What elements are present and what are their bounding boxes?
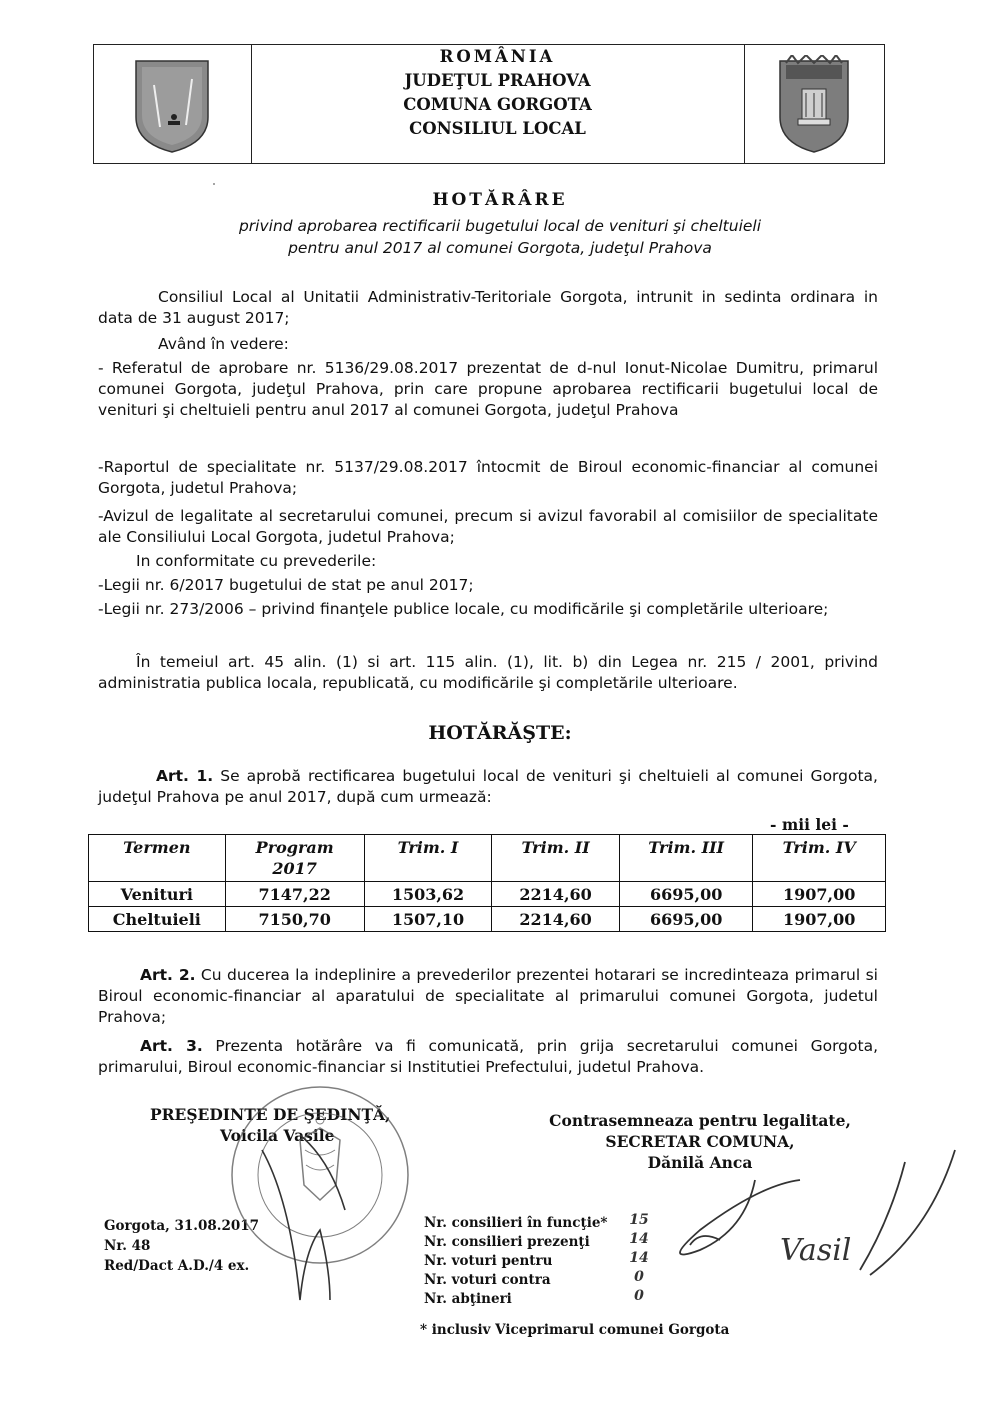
subtitle-line-2: pentru anul 2017 al comunei Gorgota, judeţul Prahova (288, 239, 712, 257)
document-title: HOTĂRÂRE (432, 190, 568, 210)
table-cell: 2214,60 (492, 882, 620, 907)
secretary-signature-block (500, 1110, 900, 1173)
president-title: PREŞEDINTE DE ŞEDINŢĂ, (150, 1105, 391, 1124)
secretary-name: Dănilă Anca (647, 1153, 753, 1172)
header-council: CONSILIUL LOCAL (409, 119, 586, 138)
header-text (251, 45, 744, 141)
aviz-item: -Avizul de legalitate al secretarului comunei, precum si avizul favorabil al comisiilor de specialitate ale Consiliului Local Gorgota, judetul Prahova; (98, 507, 878, 546)
intro-paragraph: Consiliul Local al Unitatii Administrativ-Teritoriale Gorgota, intrunit in sedinta ordinara in data de 31 august 2017; (98, 288, 878, 327)
vote-value: 0 (634, 1288, 644, 1304)
commune-coat-of-arms-icon (776, 55, 852, 155)
president-signature-scribble (262, 1135, 345, 1300)
document-footer (104, 1216, 259, 1276)
temei-paragraph: În temeiul art. 45 alin. (1) si art. 115 alin. (1), lit. b) din Legea nr. 215 / 2001, privind administratia publica locala, republicată, cu modificările şi completările ulterioare. (98, 653, 878, 692)
vote-summary (424, 1212, 649, 1309)
column-header: Trim. III (619, 835, 753, 882)
lege-6-2017: -Legii nr. 6/2017 bugetului de stat pe anul 2017; (98, 576, 474, 594)
vote-value: 14 (629, 1231, 649, 1247)
header-county: JUDEŢUL PRAHOVA (404, 71, 591, 90)
table-row (89, 907, 886, 932)
article-2-label: Art. 2. (140, 966, 196, 984)
table-cell: Cheltuieli (89, 907, 226, 932)
article-3-label: Art. 3. (140, 1037, 203, 1055)
raport-item: -Raportul de specialitate nr. 5137/29.08.2017 întocmit de Biroul economic-financiar al comunei Gorgota, judetul Prahova; (98, 458, 878, 497)
column-header: Trim. II (492, 835, 620, 882)
column-header: Trim. I (364, 835, 492, 882)
secretary-role: SECRETAR COMUNA, (605, 1132, 795, 1151)
avand-in-vedere: Având în vedere: (158, 335, 289, 353)
document-header (93, 44, 885, 164)
lege-273-2006: -Legii nr. 273/2006 – privind finanţele publice locale, cu modificările şi completările ulterioare; (98, 600, 829, 618)
conformitate-line: In conformitate cu prevederile: (136, 552, 377, 570)
decision-heading: HOTĂRĂŞTE: (428, 722, 572, 744)
table-cell: 6695,00 (619, 882, 753, 907)
vote-row: Nr. voturi contra 0 (424, 1271, 607, 1290)
vote-value: 0 (634, 1269, 644, 1285)
column-header: Trim. IV (753, 835, 886, 882)
vote-row: Nr. abţineri 0 (424, 1290, 607, 1309)
referat-item: - Referatul de aprobare nr. 5136/29.08.2017 prezentat de d-nul Ionut-Nicolae Dumitru, primarul comunei Gorgota, judeţul Prahova, prin care propune aprobarea rectificarii bugetului local de venituri şi cheltuieli pentru anul 2017 al comunei Gorgota, judeţul Prahova (98, 359, 878, 419)
article-2-text: Cu ducerea la indeplinire a prevederilor prezentei hotarari se incredinteaza primarul si Biroul economic-financiar al aparatului de specialitate al primarului comunei Gorgota, judetul Prahova; (98, 966, 878, 1026)
handwritten-name: Vasil (780, 1233, 852, 1268)
article-3 (98, 1036, 878, 1078)
vote-value: 15 (629, 1212, 649, 1228)
subtitle-line-1: privind aprobarea rectificarii bugetului local de venituri şi cheltuieli (238, 217, 762, 235)
redactare-info: Red/Dact A.D./4 ex. (104, 1258, 250, 1274)
table-cell: 7150,70 (225, 907, 364, 932)
unit-label: - mii lei - (770, 815, 849, 834)
article-2 (98, 965, 878, 1028)
table-cell: Venituri (89, 882, 226, 907)
vote-value: 14 (629, 1250, 649, 1266)
table-cell: 2214,60 (492, 907, 620, 932)
county-coat-of-arms-icon (132, 55, 212, 155)
table-header-row (89, 835, 886, 882)
table-cell: 1907,00 (753, 907, 886, 932)
article-1 (98, 766, 878, 808)
footnote: * inclusiv Viceprimarul comunei Gorgota (420, 1322, 730, 1338)
table-cell: 1503,62 (364, 882, 492, 907)
secretary-title: Contrasemneaza pentru legalitate, (549, 1111, 851, 1130)
column-header: Termen (89, 835, 226, 882)
table-cell: 1507,10 (364, 907, 492, 932)
president-signature-block (150, 1104, 390, 1146)
decision-number: Nr. 48 (104, 1238, 151, 1254)
budget-table (88, 834, 886, 932)
place-date: Gorgota, 31.08.2017 (104, 1218, 260, 1234)
table-row (89, 882, 886, 907)
vote-row: Nr. voturi pentru 14 (424, 1252, 607, 1271)
article-1-label: Art. 1. (156, 767, 214, 785)
header-commune: COMUNA GORGOTA (403, 95, 592, 114)
vote-row: Nr. consilieri în funcţie* 15 (424, 1214, 607, 1233)
header-country: ROMÂNIA (439, 47, 556, 66)
vote-row: Nr. consilieri prezenţi 14 (424, 1233, 607, 1252)
table-cell: 1907,00 (753, 882, 886, 907)
table-cell: 6695,00 (619, 907, 753, 932)
article-1-text: Se aprobă rectificarea bugetului local de venituri şi cheltuieli al comunei Gorgota, judeţul Prahova pe anul 2017, după cum urmează: (98, 767, 878, 806)
table-cell: 7147,22 (225, 882, 364, 907)
president-name: Voicila Vasile (220, 1126, 335, 1145)
article-3-text: Prezenta hotărâre va fi comunicată, prin grija secretarului comunei Gorgota, primarului, Biroul economic-financiar si Institutiei Prefectului, judetul Prahova. (98, 1037, 878, 1076)
column-header: Program 2017 (225, 835, 364, 882)
